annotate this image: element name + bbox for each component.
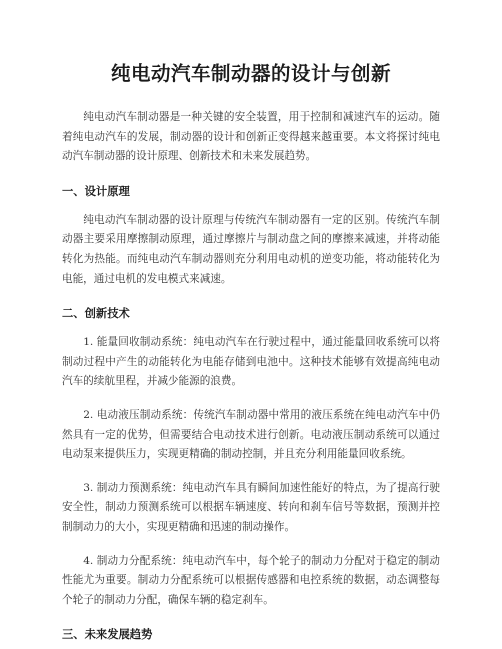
paragraph-energy-recovery: 1. 能量回收制动系统：纯电动汽车在行驶过程中，通过能量回收系统可以将制动过程中产生的动能转化为电能存储到电池中。这种技术能够有效提高纯电动汽车的续航里程，并减少能源的浪费。 (62, 336, 440, 388)
paragraph-electro-hydraulic: 2. 电动液压制动系统：传统汽车制动器中常用的液压系统在纯电动汽车中仍然具有一定的优势，但需要结合电动技术进行创新。电动液压制动系统可以通过电动泵来提供压力，实现更精确的制动控制，并且充分利用能量回收系统。 (62, 408, 440, 461)
section-heading-innovation: 二、创新技术 (62, 307, 130, 321)
paragraph-brake-force-prediction: 3. 制动力预测系统：纯电动汽车具有瞬间加速性能好的特点，为了提高行驶安全性，制动力预测系统可以根据车辆速度、转向和刹车信号等数据，预测并控制制动力的大小，实现更精确和迅速的制动操作。 (62, 481, 440, 533)
paragraph-brake-force-distribution: 4. 制动力分配系统：纯电动汽车中，每个轮子的制动力分配对于稳定的制动性能尤为重要。制动力分配系统可以根据传感器和电控系统的数据，动态调整每个轮子的制动力分配，确保车辆的稳定刹车。 (62, 554, 440, 606)
section-heading-design-principle: 一、设计原理 (62, 184, 130, 198)
paragraph-design-principle: 纯电动汽车制动器的设计原理与传统汽车制动器有一定的区别。传统汽车制动器主要采用摩擦制动原理，通过摩擦片与制动盘之间的摩擦来减速，并将动能转化为热能。而纯电动汽车制动器则充分利用电动机的逆变功能，将动能转化为电能，通过电机的发电模式来减速。 (62, 213, 440, 285)
document-title: 纯电动汽车制动器的设计与创新 (110, 62, 391, 85)
intro-paragraph: 纯电动汽车制动器是一种关键的安全装置，用于控制和减速汽车的运动。随着纯电动汽车的发展，制动器的设计和创新正变得越来越重要。本文将探讨纯电动汽车制动器的设计原理、创新技术和未来发展趋势。 (62, 111, 440, 163)
section-heading-future-trends: 三、未来发展趋势 (62, 628, 153, 642)
